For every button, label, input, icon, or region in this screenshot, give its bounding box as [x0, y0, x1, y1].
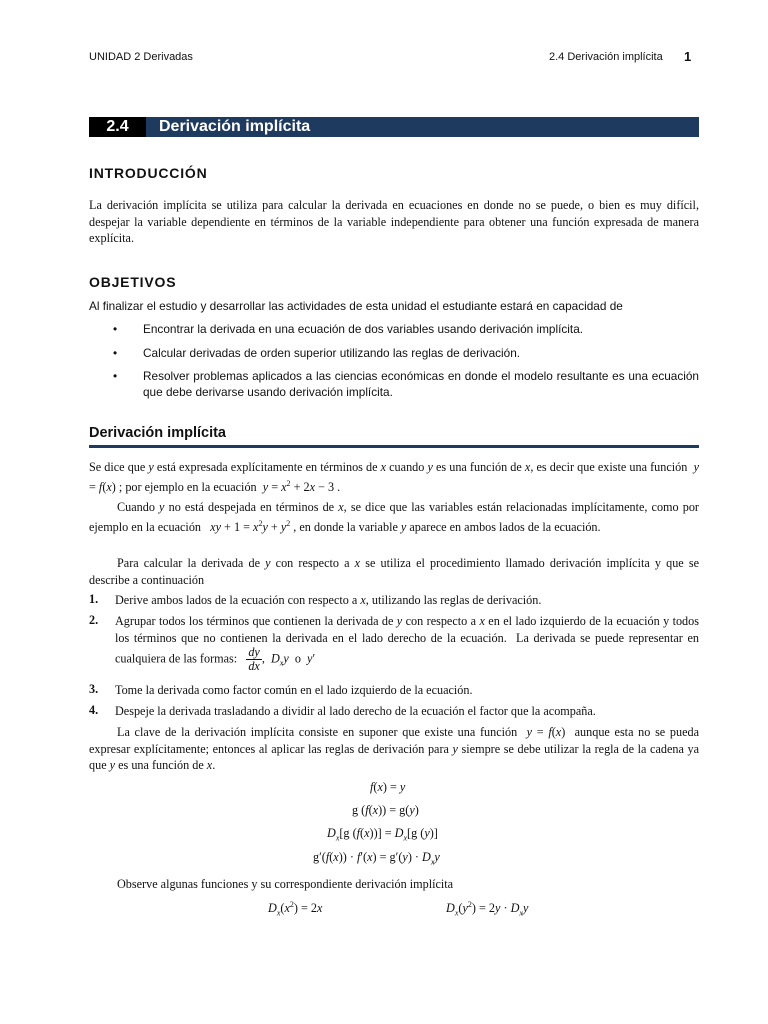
- running-header-unit: UNIDAD 2 Derivadas: [89, 51, 193, 63]
- step-number: 1.: [89, 592, 99, 606]
- objectives-heading: OBJETIVOS: [89, 274, 177, 290]
- example-dx-x2: $D_x(x^2) = 2x$: [268, 900, 323, 918]
- equation-2: g (f(x)) = g(y): [352, 803, 419, 817]
- bullet-2: •: [113, 346, 118, 360]
- step-text: Despeje la derivada trasladando a dividir al lado derecho de la ecuación el factor que la acompaña.: [115, 704, 596, 718]
- page-number: 1: [684, 49, 692, 64]
- objective-item: Calcular derivadas de orden superior utilizando las reglas de derivación.: [143, 346, 521, 360]
- objective-item: Resolver problemas aplicados a las ciencias económicas en donde el modelo resultante es una ecuación que debe derivarse usando derivación implícita.: [143, 369, 699, 399]
- equation-3: $D_x[g$ $(f(x))] = D_x[g$ (y)]: [327, 826, 438, 843]
- intro-heading: INTRODUCCIÓN: [89, 165, 208, 181]
- section-title: Derivación implícita: [159, 118, 311, 135]
- explicit-paragraph: Se dice que y está expresada explícitamente en términos de x cuando y es una función de x, es decir que existe una función y = f(x) ; por ejemplo en la ecuación $y = x^2 + 2x - 3$ .: [89, 460, 699, 494]
- bullet-3: •: [113, 369, 118, 383]
- step-text: Tome la derivada como factor común en el lado izquierdo de la ecuación.: [115, 683, 473, 697]
- step-number: 3.: [89, 682, 99, 696]
- subsection-rule: [89, 445, 699, 448]
- equation-4: $g'(f(x)) \cdot f'(x) = g'(y) \cdot D_xy$: [313, 850, 440, 867]
- procedure-paragraph: Para calcular la derivada de y con respecto a x se utiliza el procedimiento llamado derivación implícita y que se describe a continuación: [89, 556, 699, 587]
- section-number: 2.4: [89, 117, 146, 137]
- equation-1: f(x) = y: [370, 780, 406, 794]
- chain-rule-paragraph: La clave de la derivación implícita consiste en suponer que existe una función y = f(x) aunque esta no se pueda expresar explícitamente; entonces al aplicar las reglas de derivación para y siempre se debe utilizar la regla de la cadena ya que y es una función de x.: [89, 725, 700, 772]
- step-text: Agrupar todos los términos que contienen la derivada de y con respecto a x en el lado izquierdo de la ecuación y todos los términos que no contienen la derivada en el lado derecho de la ecuación. La derivada se puede representar en cualquiera de las formas: $\frac{dy}{dx}$ , $D_xy$ o y′: [115, 614, 699, 673]
- bullet-1: •: [113, 322, 118, 336]
- step-number: 4.: [89, 703, 99, 717]
- objectives-lead: Al finalizar el estudio y desarrollar las actividades de esta unidad el estudiante estará en capacidad de: [89, 299, 623, 313]
- intro-paragraph: La derivación implícita se utiliza para calcular la derivada en ecuaciones en donde no se puede, o bien es muy difícil, despejar la variable dependiente en términos de la variable independiente para obtener una función expresada de manera explícita.: [89, 198, 699, 245]
- implicit-paragraph: Cuando y no está despejada en términos de x, se dice que las variables están relacionadas implícitamente, como por ejemplo en la ecuación xy + $1 = x^2y + y^2$ , en donde la variable y aparece en ambos lados de la ecuación.: [89, 500, 699, 534]
- dy-dx-fraction: $\frac{dy}{dx}$: [248, 645, 260, 673]
- step-number: 2.: [89, 613, 99, 627]
- step-text: Derive ambos lados de la ecuación con respecto a x, utilizando las reglas de derivación.: [115, 593, 542, 607]
- objective-item: Encontrar la derivada en una ecuación de dos variables usando derivación implícita.: [143, 322, 584, 336]
- observe-paragraph: Observe algunas funciones y su correspondiente derivación implícita: [117, 877, 454, 891]
- section-title-bar: [89, 117, 699, 137]
- example-dx-y2: $D_x(y^2) = 2y \cdot D_xy$: [446, 900, 529, 918]
- subsection-heading: Derivación implícita: [89, 425, 226, 441]
- running-header-section: 2.4 Derivación implícita: [549, 51, 663, 63]
